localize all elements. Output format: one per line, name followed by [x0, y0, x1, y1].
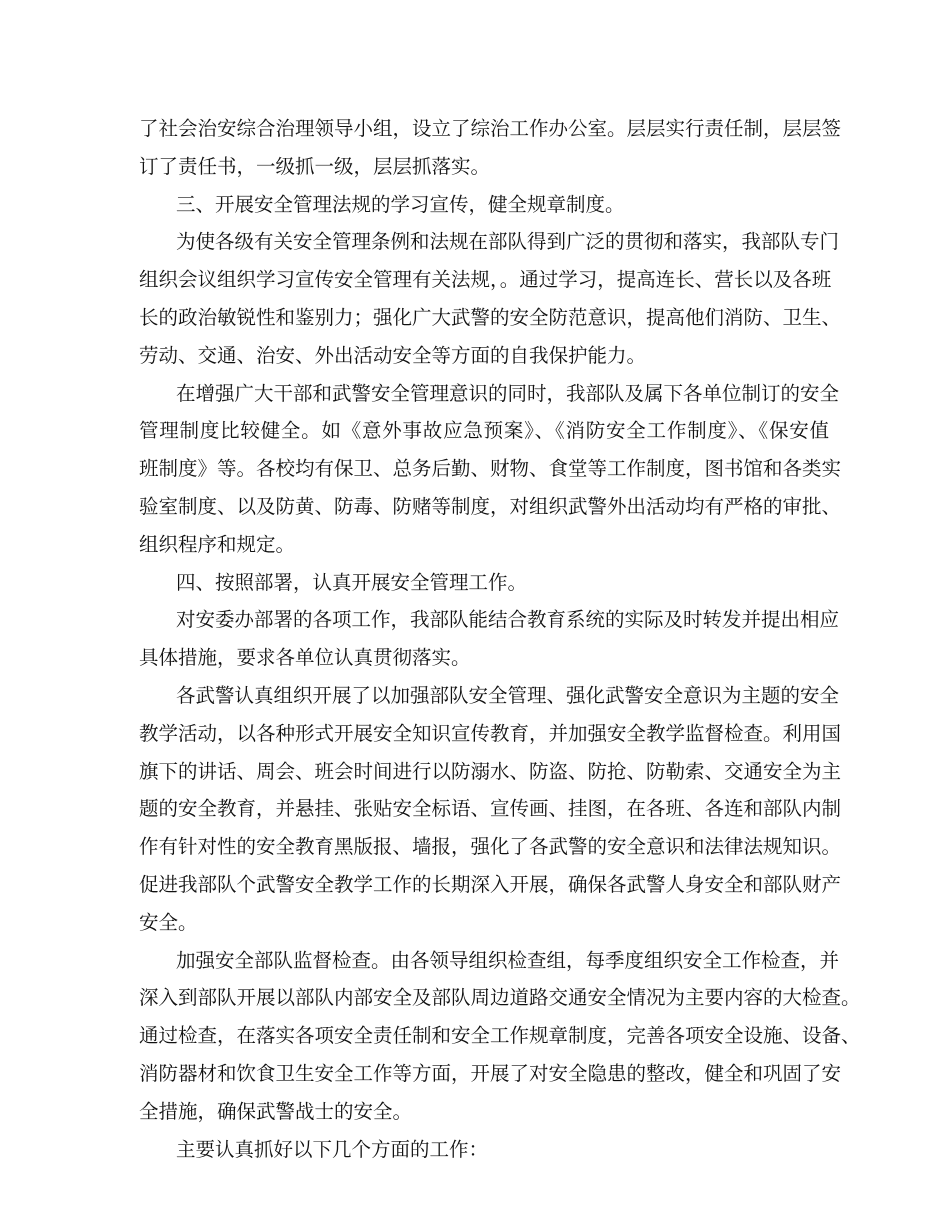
- paragraph-first-line: 加强安全部队监督检查。由各领导组织检查组，每季度组织安全工作检查，并: [176, 948, 840, 972]
- paragraph-line: 订了责任书，一级抓一级，层层抓落实。: [139, 154, 491, 178]
- paragraph-line: 了社会治安综合治理领导小组，设立了综治工作办公室。层层实行责任制，层层签: [139, 117, 842, 140]
- paragraph-line: 班制度》等。各校均有保卫、总务后勤、财物、食堂等工作制度，图书馆和各类实: [139, 457, 842, 481]
- paragraph-line: 教学活动，以各种形式开展安全知识宣传教育，并加强安全教学监督检查。利用国: [139, 721, 842, 745]
- paragraph-line: 深入到部队开展以部队内部安全及部队周边道路交通安全情况为主要内容的大检查。: [139, 986, 861, 1010]
- paragraph-line: 通过检查，在落实各项安全责任制和安全工作规章制度，完善各项安全设施、设备、: [139, 1024, 861, 1048]
- paragraph-line: 验室制度、以及防黄、防毒、防赌等制度，对组织武警外出活动均有严格的审批、: [139, 494, 842, 518]
- paragraph-line: 全措施，确保武警战士的安全。: [139, 1099, 413, 1123]
- paragraph-line: 促进我部队个武警安全教学工作的长期深入开展，确保各武警人身安全和部队财产: [139, 872, 842, 896]
- paragraph-first-line: 三、开展安全管理法规的学习宣传，健全规章制度。: [176, 192, 625, 216]
- paragraph-first-line: 在增强广大干部和武警安全管理意识的同时，我部队及属下各单位制订的安全: [176, 381, 840, 405]
- paragraph-first-line: 各武警认真组织开展了以加强部队安全管理、强化武警安全意识为主题的安全: [176, 683, 840, 707]
- paragraph-line: 长的政治敏锐性和鉴别力；强化广大武警的安全防范意识，提高他们消防、卫生、: [139, 305, 842, 329]
- paragraph-line: 作有针对性的安全教育黑版报、墙报，强化了各武警的安全意识和法律法规知识。: [139, 835, 842, 859]
- paragraph-first-line: 为使各级有关安全管理条例和法规在部队得到广泛的贯彻和落实，我部队专门: [176, 230, 840, 254]
- paragraph-line: 消防器材和饮食卫生安全工作等方面，开展了对安全隐患的整改，健全和巩固了安: [139, 1061, 842, 1085]
- paragraph-line: 题的安全教育，并悬挂、张贴安全标语、宣传画、挂图，在各班、各连和部队内制: [139, 797, 842, 821]
- paragraph-first-line: 对安委办部署的各项工作，我部队能结合教育系统的实际及时转发并提出相应: [176, 608, 840, 632]
- paragraph-line: 旗下的讲话、周会、班会时间进行以防溺水、防盗、防抢、防勒索、交通安全为主: [139, 759, 842, 783]
- paragraph-line: 劳动、交通、治安、外出活动安全等方面的自我保护能力。: [139, 343, 647, 367]
- paragraph-line: 管理制度比较健全。如《意外事故应急预案》、《消防安全工作制度》、《保安值: [139, 419, 829, 443]
- paragraph-line: 组织会议组织学习宣传安全管理有关法规，。通过学习，提高连长、营长以及各班: [139, 268, 832, 292]
- paragraph-line: 组织程序和规定。: [139, 532, 296, 556]
- paragraph-line: 具体措施，要求各单位认真贯彻落实。: [139, 646, 471, 670]
- paragraph-line: 安全。: [139, 910, 198, 934]
- document-body: [139, 110, 861, 1168]
- paragraph-first-line: 主要认真抓好以下几个方面的工作：: [176, 1137, 489, 1161]
- paragraph-first-line: 四、按照部署，认真开展安全管理工作。: [176, 570, 528, 594]
